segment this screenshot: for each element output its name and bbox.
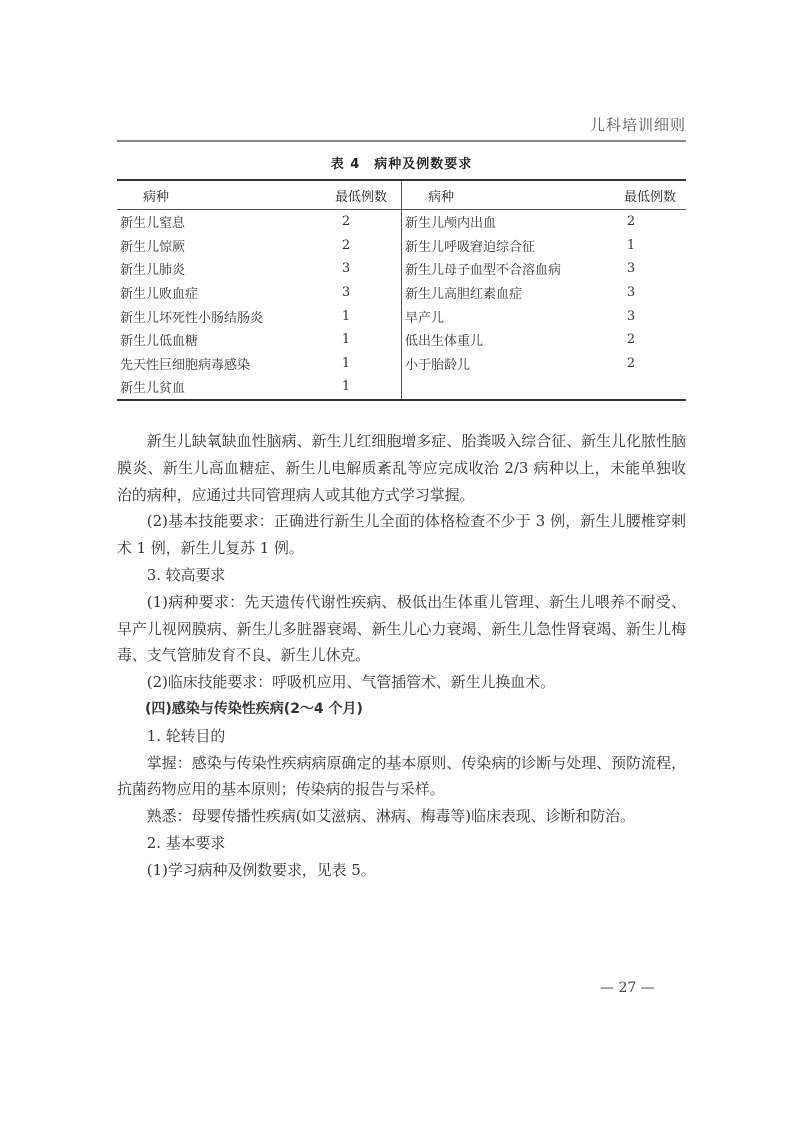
min-cases: 3 xyxy=(626,308,636,324)
disease-name: 新生儿颅内出血 xyxy=(405,216,497,232)
table-row xyxy=(117,257,401,281)
min-cases: 2 xyxy=(341,214,351,230)
disease-name: 先天性巨细胞病毒感染 xyxy=(120,357,251,373)
disease-name: 新生儿肺炎 xyxy=(120,263,186,279)
min-cases: 3 xyxy=(341,261,351,277)
disease-name: 新生儿坏死性小肠结肠炎 xyxy=(120,310,264,326)
disease-name: 新生儿败血症 xyxy=(120,287,199,303)
min-cases: 1 xyxy=(626,237,636,253)
paragraph: 熟悉：母婴传播性疾病(如艾滋病、淋病、梅毒等)临床表现、诊断和防治。 xyxy=(146,807,635,826)
disease-name: 新生儿高胆红素血症 xyxy=(405,287,523,303)
min-cases: 1 xyxy=(341,379,351,395)
disease-name: 早产儿 xyxy=(405,310,445,326)
min-cases: 3 xyxy=(341,285,351,301)
header-min-cases: 最低例数 xyxy=(623,189,676,205)
table-row xyxy=(402,328,686,352)
min-cases: 1 xyxy=(341,308,351,324)
table-number: 表 4 xyxy=(330,157,361,172)
paragraph: 掌握：感染与传染性疾病病原确定的基本原则、传染病的诊断与处理、预防流程，抗菌药物应用的基本原则；传染病的报告与采样。 xyxy=(117,753,686,799)
disease-name: 新生儿窒息 xyxy=(120,216,186,232)
table-row xyxy=(117,304,401,328)
paragraph: (2)基本技能要求：正确进行新生儿全面的体格检查不少于 3 例，新生儿腰椎穿刺术 1 例，新生儿复苏 1 例。 xyxy=(117,512,686,558)
min-cases: 2 xyxy=(626,355,636,371)
subheading: 3. 较高要求 xyxy=(146,565,226,584)
table-row xyxy=(402,234,686,258)
header-disease: 病种 xyxy=(428,189,455,205)
disease-name: 新生儿惊厥 xyxy=(120,239,186,255)
header-min-cases: 最低例数 xyxy=(334,189,387,205)
disease-name: 新生儿贫血 xyxy=(120,381,186,397)
table-row xyxy=(402,210,686,234)
table-row xyxy=(402,257,686,281)
min-cases: 1 xyxy=(341,332,351,348)
body-text xyxy=(117,428,686,884)
subheading: 2. 基本要求 xyxy=(146,833,226,852)
min-cases: 2 xyxy=(626,214,636,230)
table-header-row xyxy=(402,181,686,210)
min-cases: 1 xyxy=(341,355,351,371)
disease-name: 小于胎龄儿 xyxy=(405,357,471,373)
paragraph: 新生儿缺氧缺血性脑病、新生儿红细胞增多症、胎粪吸入综合征、新生儿化脓性脑膜炎、新生儿高血糖症、新生儿电解质紊乱等应完成收治 2/3 病种以上，未能单独收治的病种，应通过共同管理病人或其他方式学习掌握。 xyxy=(117,432,686,504)
table-row xyxy=(117,328,401,352)
paragraph: (1)病种要求：先天遗传代谢性疾病、极低出生体重儿管理、新生儿喂养不耐受、早产儿视网膜病、新生儿多脏器衰竭、新生儿心力衰竭、新生儿急性肾衰竭、新生儿梅毒、支气管肺发育不良、新生儿休克。 xyxy=(117,592,686,665)
section-heading: (四)感染与传染性疾病(2～4 个月) xyxy=(145,700,363,717)
disease-name: 新生儿呼吸窘迫综合征 xyxy=(405,239,536,255)
table-left-half xyxy=(117,181,402,399)
table-row xyxy=(402,352,686,376)
table-title: 病种及例数要求 xyxy=(374,157,473,172)
header-disease: 病种 xyxy=(143,189,170,205)
page-number: — 27 — xyxy=(600,980,655,996)
table-right-half xyxy=(402,181,686,399)
disease-name: 新生儿母子血型不合溶血病 xyxy=(405,263,562,279)
paragraph: (2)临床技能要求：呼吸机应用、气管插管术、新生儿换血术。 xyxy=(146,673,556,692)
table-row xyxy=(117,234,401,258)
paragraph: (1)学习病种及例数要求，见表 5。 xyxy=(146,860,376,879)
table-row xyxy=(117,375,401,399)
table-row xyxy=(117,210,401,234)
min-cases: 3 xyxy=(626,261,636,277)
header-rule xyxy=(117,140,686,142)
min-cases: 3 xyxy=(626,285,636,301)
disease-name: 低出生体重儿 xyxy=(405,334,484,350)
min-cases: 2 xyxy=(626,332,636,348)
min-cases: 2 xyxy=(341,237,351,253)
disease-table xyxy=(117,179,686,401)
running-head: 儿科培训细则 xyxy=(589,116,686,134)
disease-name: 新生儿低血糖 xyxy=(120,334,199,350)
table-header-row xyxy=(117,181,401,210)
table-row xyxy=(117,281,401,305)
subheading: 1. 轮转目的 xyxy=(146,726,226,745)
table-row xyxy=(117,352,401,376)
table-caption xyxy=(117,153,686,172)
table-row xyxy=(402,304,686,328)
table-row xyxy=(402,281,686,305)
